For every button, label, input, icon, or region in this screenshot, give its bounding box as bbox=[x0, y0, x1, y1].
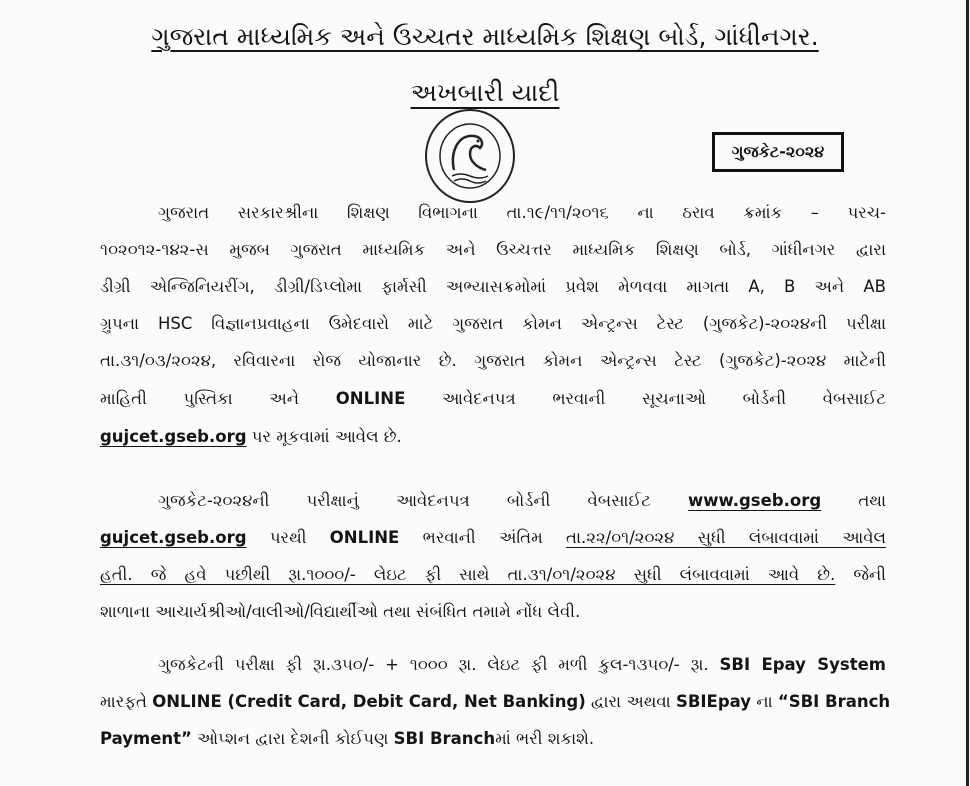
body-text-segment: દ્વારા અથવા bbox=[585, 692, 676, 711]
board-title bbox=[0, 22, 970, 52]
body-text-line bbox=[100, 602, 886, 622]
body-text-segment: તા.૩૧/૦૩/૨૦૨૪, રવિવારના રોજ યોજાનાર છે. ગુજરાત કોમન એન્ટ્રન્સ ટેસ્ટ (ગુજકેટ)-૨૦૨૪ માટેની bbox=[100, 351, 886, 370]
body-text-segment: પર મૂકવામાં આવેલ છે. bbox=[246, 427, 402, 446]
press-release-heading bbox=[0, 78, 970, 108]
body-text-segment: SBIEpay bbox=[675, 692, 752, 711]
body-text-line bbox=[100, 240, 886, 260]
body-text-line bbox=[100, 528, 886, 548]
press-release-heading-text: અખબારી યાદી bbox=[410, 78, 560, 107]
body-text-segment: ઓપ્શન દ્વારા દેશની કોઈપણ bbox=[191, 729, 394, 748]
body-text-segment: ગુજરાત સરકારશ્રીના શિક્ષણ વિભાગના તા.૧૯/૧૧/૨૦૧૬ ના ઠરાવ ક્રમાંક – પરચ- bbox=[158, 203, 886, 222]
body-text-line bbox=[158, 203, 886, 223]
body-text-segment: ભરવાની અંતિમ bbox=[399, 528, 567, 547]
body-text-segment: SBI Epay System bbox=[719, 655, 886, 674]
body-text-segment: ના bbox=[751, 692, 778, 711]
body-text-segment: તા.૨૨/૦૧/૨૦૨૪ સુધી લંબાવવામાં આવેલ bbox=[566, 528, 886, 547]
body-text-line bbox=[100, 314, 886, 334]
body-text-segment: ૧૦૨૦૧૨-૧૪૨-સ મુજબ ગુજરાત માધ્યમિક અને ઉચ્ચત્તર માધ્યમિક શિક્ષણ બોર્ડ, ગાંધીનગર દ્વારા bbox=[100, 240, 886, 259]
body-text-segment: “SBI Branch bbox=[777, 692, 891, 711]
page-border bbox=[966, 0, 969, 786]
website-link[interactable]: gujcet.gseb.org bbox=[100, 528, 247, 547]
body-text-segment: Payment” bbox=[100, 729, 192, 748]
body-text-line bbox=[158, 491, 886, 511]
body-text-segment: ગુજકેટ-૨૦૨૪ની પરીક્ષાનું આવેદનપત્ર બોર્ડની વેબસાઈટ bbox=[158, 491, 689, 510]
body-text-segment: આવેદનપત્ર ભરવાની સૂચનાઓ બોર્ડની વેબસાઈટ bbox=[405, 389, 887, 408]
website-link[interactable]: gujcet.gseb.org bbox=[100, 427, 247, 446]
body-text-segment: SBI Branch bbox=[393, 729, 496, 748]
body-text-segment: તથા bbox=[821, 491, 887, 510]
body-text-line bbox=[100, 729, 886, 749]
body-text-segment: ગુજકેટની પરીક્ષા ફી રૂા.૩૫૦/- + ૧૦૦૦ રૂા. લેઇટ ફી મળી કુલ-૧૩૫૦/- રૂા. bbox=[158, 655, 720, 674]
body-text-line bbox=[100, 351, 886, 371]
body-text-segment: ગ્રુપના HSC વિજ્ઞાનપ્રવાહના ઉમેદવારો માટે ગુજરાત કોમન એન્ટ્રન્સ ટેસ્ટ (ગુજકેટ)-૨૦૨૪ની પરીક્ષા bbox=[100, 314, 886, 333]
body-text-line bbox=[100, 565, 886, 585]
body-text-line bbox=[158, 655, 886, 675]
board-title-text: ગુજરાત માધ્યમિક અને ઉચ્ચતર માધ્યમિક શિક્ષણ બોર્ડ, ગાંધીનગર. bbox=[151, 22, 819, 51]
body-text-segment: ONLINE bbox=[329, 528, 400, 547]
body-text-line bbox=[100, 389, 886, 409]
body-text-line bbox=[100, 692, 891, 712]
website-link[interactable]: www.gseb.org bbox=[688, 491, 822, 510]
body-text-segment: હતી. જે હવે પછીથી રૂા.૧૦૦૦/- લેઇટ ફી સાથે તા.૩૧/૦૧/૨૦૨૪ સુધી લંબાવવામાં આવે છે. bbox=[100, 565, 836, 584]
body-text-segment: પરથી bbox=[246, 528, 330, 547]
body-text-segment: મારફતે bbox=[100, 692, 153, 711]
exam-code-box bbox=[712, 132, 844, 172]
body-text-segment: ONLINE (Credit Card, Debit Card, Net Banking) bbox=[152, 692, 586, 711]
body-text-line bbox=[100, 277, 886, 297]
body-text-segment: ONLINE bbox=[335, 389, 406, 408]
body-text-line bbox=[100, 427, 886, 447]
body-text-segment: માં ભરી શકાશે. bbox=[495, 729, 595, 748]
body-text-segment: શાળાના આચાર્યશ્રીઓ/વાલીઓ/વિદ્યાર્થીઓ તથા સંબંધિત તમામે નોંધ લેવી. bbox=[100, 602, 581, 621]
exam-code-label: ગુજકેટ-૨૦૨૪ bbox=[731, 142, 825, 161]
body-text-segment: જેની bbox=[835, 565, 886, 584]
body-text-segment: ડીગ્રી એન્જિનિયરીંગ, ડીગ્રી/ડિપ્લોમા ફાર્મસી અભ્યાસક્રમોમાં પ્રવેશ મેળવવા માગતા A, B અને AB bbox=[100, 277, 886, 296]
board-logo-seal-icon bbox=[424, 108, 516, 204]
body-text-segment: માહિતી પુસ્તિકા અને bbox=[100, 389, 336, 408]
